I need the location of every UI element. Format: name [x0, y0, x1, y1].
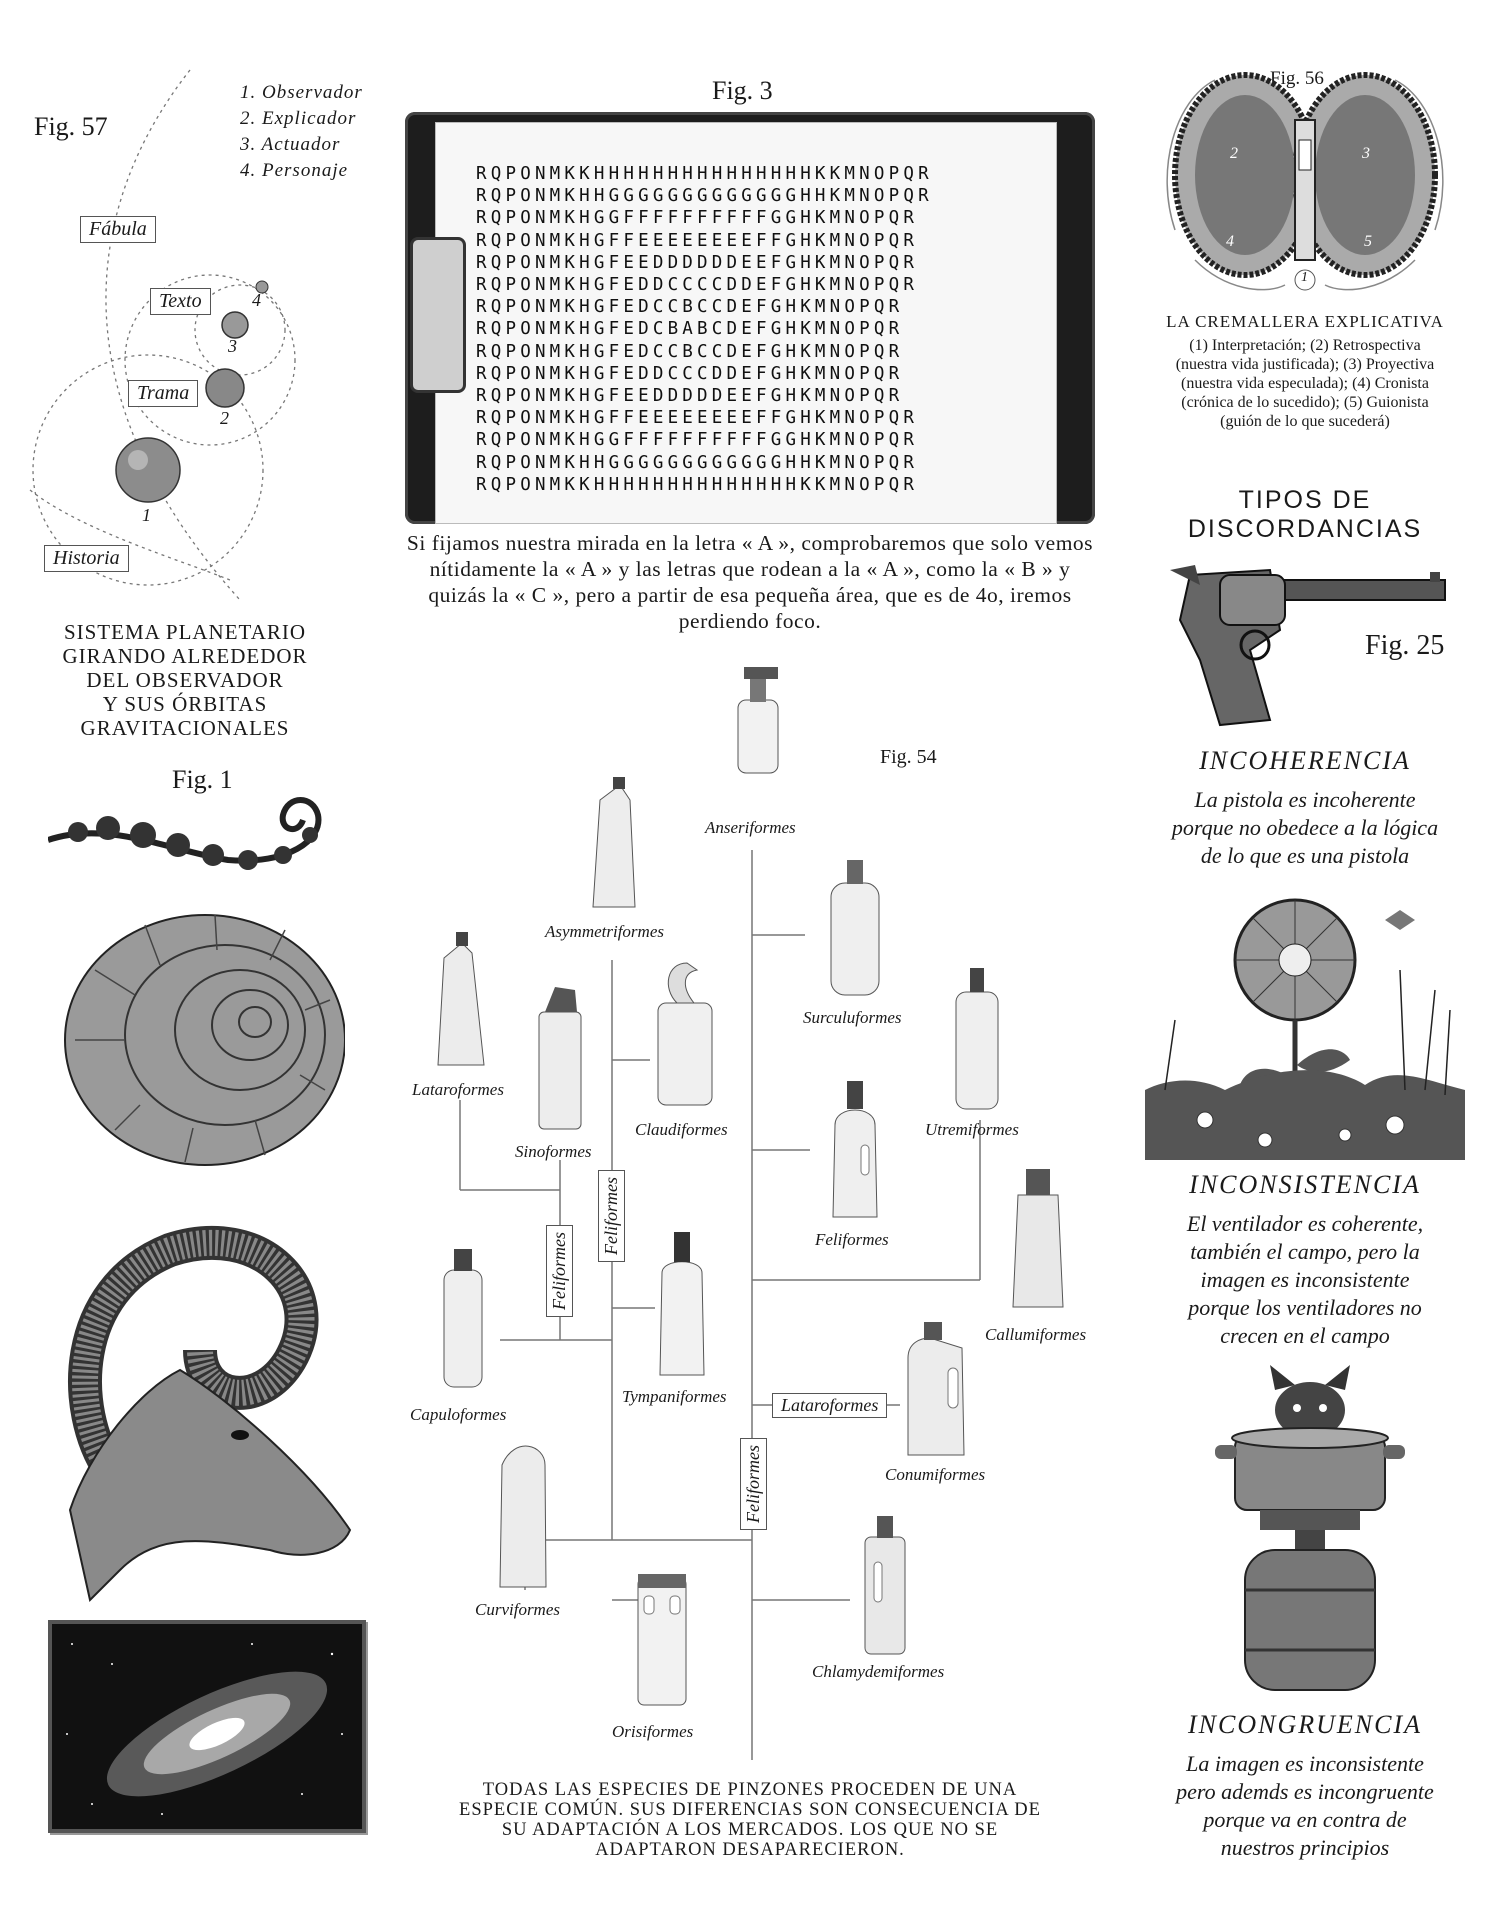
fig57-label: Fig. 57 [34, 112, 108, 141]
bottle-utremi [952, 962, 1002, 1112]
disc-incongruencia-text: La imagen es inconsistente pero ademds es incongruente porque va en contra de nuestros principios [1176, 1751, 1434, 1860]
zipper-number: 3 [1362, 145, 1370, 162]
disc-incongruencia-title: INCONGRUENCIA [1188, 1710, 1422, 1739]
grid-row: RQPONMKHGGFFFFFFFFFFGGHKMNOPQR [476, 430, 919, 451]
bottle-surculu [825, 858, 885, 998]
branch-label: Feliformes [598, 1170, 625, 1262]
species-label: Tympaniformes [622, 1387, 727, 1406]
legend-item: 2. Explicador [240, 108, 357, 129]
bottle-capulo [438, 1245, 488, 1390]
bottle-callumi [1008, 1165, 1068, 1310]
species-label: Chlamydemiformes [812, 1662, 945, 1681]
fig56-title: LA CREMALLERA EXPLICATIVA [1166, 312, 1444, 331]
zipper-number: 4 [1226, 233, 1234, 250]
grid-row: RQPONMKHGFFEEEEEEEEFFGHKMNOPQR [476, 230, 919, 251]
species-label: Orisiformes [612, 1722, 694, 1741]
bottle-conumi [900, 1318, 970, 1458]
fig25-label: Fig. 25 [1365, 630, 1445, 661]
fig56-caption: (1) Interpretación; (2) Retrospectiva (nuestra vida justificada); (3) Proyectiva (nuestra vida especulada); (4) Cronista (crónica de lo sucedido); (5) Guionista (guión de lo que sucederá) [1175, 337, 1435, 430]
bottle-orisi [632, 1568, 692, 1708]
grid-row: RQPONMKHGFEDDCCCCDDEFGHKMNOPQR [476, 275, 919, 296]
grid-row: RQPONMKHGGFFFFFFFFFFGGHKMNOPQR [476, 208, 919, 229]
zipper-number: 5 [1364, 233, 1372, 250]
bottle-sino [535, 982, 585, 1132]
fig54-label: Fig. 54 [880, 746, 937, 768]
grid-row: RQPONMKHHGGGGGGGGGGGGHHKMNOPQR [476, 452, 919, 473]
disc-inconsistencia-title: INCONSISTENCIA [1189, 1170, 1421, 1199]
species-label: Surculuformes [803, 1008, 902, 1027]
grid-row: RQPONMKHGFEDCCBCCDEFGHKMNOPQR [476, 297, 904, 318]
bottle-claudi [652, 958, 717, 1108]
fig1-label: Fig. 1 [172, 765, 233, 794]
legend-item: 4. Personaje [240, 160, 349, 181]
bottle-curvi [490, 1435, 555, 1590]
species-label: Sinoformes [515, 1142, 592, 1161]
species-label: Anseriformes [705, 818, 796, 837]
fig56-label: Fig. 56 [1270, 68, 1324, 89]
branch-label: Feliformes [740, 1438, 767, 1530]
grid-row: RQPONMKHGFEDCBABCDEFGHKMNOPQR [476, 319, 904, 340]
species-label: Capuloformes [410, 1405, 507, 1424]
grid-row: RQPONMKHGFEEDDDDDDEEFGHKMNOPQR [476, 252, 919, 273]
bottle-spray [728, 665, 788, 775]
disc-inconsistencia-text: El ventilador es coherente, también el campo, pero la imagen es inconsistente porque los ventiladores no crecen en el campo [1186, 1211, 1424, 1348]
species-label: Claudiformes [635, 1120, 728, 1139]
bottle-chlamyde [860, 1512, 910, 1657]
fig3-label: Fig. 3 [712, 76, 773, 105]
species-label: Lataroformes [412, 1080, 504, 1099]
bottle-asym [585, 775, 645, 910]
orbit-label-historia: Historia [44, 545, 129, 572]
grid-row: RQPONMKKHHHHHHHHHHHHHHHKKMNOPQR [476, 164, 933, 184]
orbit-label-fabula: Fábula [80, 216, 156, 243]
planet-number: 3 [228, 336, 237, 356]
planet-number: 2 [220, 408, 229, 428]
orbit-label-trama: Trama [128, 380, 198, 407]
species-label: Feliformes [815, 1230, 889, 1249]
orbit-label-texto: Texto [150, 288, 211, 315]
branch-label: Lataroformes [772, 1393, 887, 1418]
discordancias-title: TIPOS DE DISCORDANCIAS [1187, 486, 1423, 543]
species-label: Curviformes [475, 1600, 560, 1619]
grid-row: RQPONMKHGFFEEEEEEEEFFGHKMNOPQR [476, 408, 919, 429]
bottle-tympani [652, 1228, 712, 1378]
bottle-feli [825, 1075, 885, 1220]
species-label: Conumiformes [885, 1465, 986, 1484]
planet-number: 4 [252, 290, 261, 310]
grid-row: RQPONMKHGFEEDDDDDEEFGHKMNOPQR [476, 386, 904, 407]
fig54-caption: TODAS LAS ESPECIES DE PINZONES PROCEDEN DE UNA ESPECIE COMÚN. SUS DIFERENCIAS SON CONSECUENCIA DE SU ADAPTACIÓN A LOS MERCADOS. LOS QUE NO SE ADAPTARON DESAPARECIERON. [459, 1780, 1041, 1860]
bottle-lataro [432, 928, 492, 1068]
fig3-caption: Si fijamos nuestra mirada en la letra « A », comprobaremos que solo vemos nítidamente la « A » y las letras que rodean a la « A », como la « B » y quizás la « C », pero a partir de esa pequeña área, que es de 4o, iremos perdiendo foco. [406, 531, 1094, 633]
grid-row: RQPONMKHHGGGGGGGGGGGGGHHKMNOPQR [476, 186, 933, 207]
grid-row: RQPONMKHGFEDCCBCCDEFGHKMNOPQR [476, 341, 904, 362]
species-label: Callumiformes [985, 1325, 1087, 1344]
disc-incoherencia-title: INCOHERENCIA [1199, 746, 1411, 775]
species-label: Asymmetriformes [545, 922, 664, 941]
legend-item: 3. Actuador [240, 134, 341, 155]
grid-row: RQPONMKKHHHHHHHHHHHHHHKKMNOPQR [476, 474, 919, 495]
legend-item: 1. Observador [240, 82, 363, 103]
disc-incoherencia-text: La pistola es incoherente porque no obedece a la lógica de lo que es una pistola [1171, 787, 1439, 868]
zipper-number: 1 [1301, 270, 1308, 285]
grid-row: RQPONMKHGFEDDCCCDDEFGHKMNOPQR [476, 363, 904, 384]
planet-number: 1 [142, 505, 151, 525]
zipper-number: 2 [1230, 145, 1238, 162]
fig57-caption: SISTEMA PLANETARIO GIRANDO ALREDEDOR DEL OBSERVADOR Y SUS ÓRBITAS GRAVITACIONALES [62, 620, 308, 740]
branch-label: Feliformes [546, 1225, 573, 1317]
species-label: Utremiformes [925, 1120, 1019, 1139]
